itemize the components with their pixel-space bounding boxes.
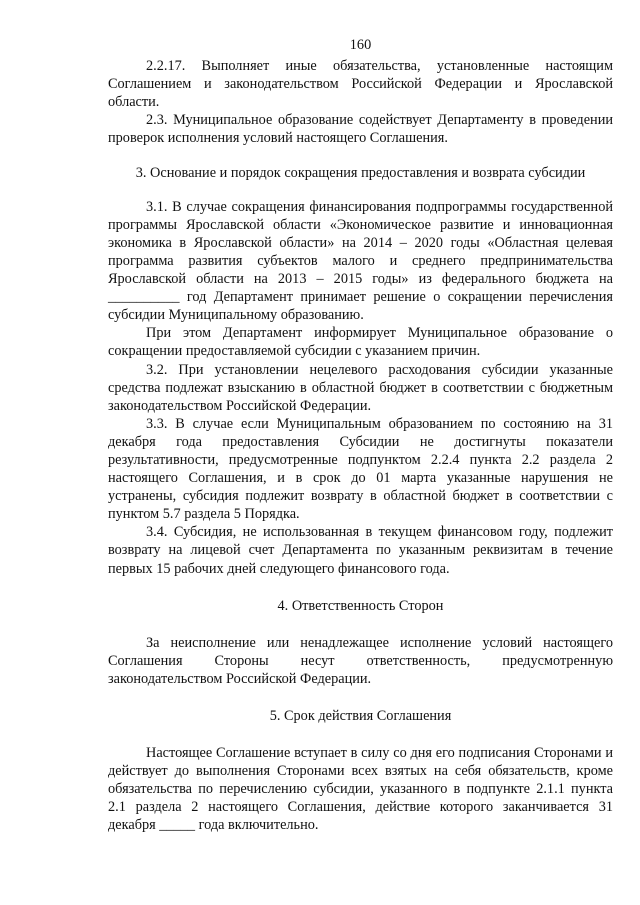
paragraph-4-1: За неисполнение или ненадлежащее исполнение условий настоящего Соглашения Стороны несут ответственность, предусмотренную законодательством Российской Федерации. [108, 634, 613, 687]
section-3-heading: 3. Основание и порядок сокращения предоставления и возврата субсидии [135, 164, 586, 181]
spacer [108, 725, 613, 744]
spacer [108, 615, 613, 634]
paragraph-3-1-notice: При этом Департамент информирует Муниципальное образование о сокращении предоставляемой субсидии с указанием причин. [108, 325, 613, 360]
paragraph-2-2-17: 2.2.17. Выполняет иные обязательства, установленные настоящим Соглашением и законодательством Российской Федерации и Ярославской области. [108, 58, 613, 111]
paragraph-2-3: 2.3. Муниципальное образование содействует Департаменту в проведении проверок исполнения условий настоящего Соглашения. [108, 112, 613, 147]
paragraph-3-3: 3.3. В случае если Муниципальным образованием по состоянию на 31 декабря года предоставления Субсидии не достигнуты показатели результативности, предусмотренные подпунктом 2.2.4 пункта 2.2 раздела 2 настоящего Соглашения, и в срок до 01 марта указанные нарушения не устранены, субсидия подлежит возврату в областной бюджет в соответствии с пунктом 5.7 раздела 5 Порядка. [108, 415, 613, 523]
spacer [108, 148, 613, 164]
paragraph-3-4: 3.4. Субсидия, не использованная в текущем финансовом году, подлежит возврату на лицевой счет Департамента по указанным реквизитам в течение первых 15 рабочих дней следующего финансового года. [108, 524, 613, 577]
spacer [108, 182, 613, 198]
paragraph-3-2: 3.2. При установлении нецелевого расходования субсидии указанные средства подлежат взысканию в областной бюджет в соответствии с бюджетным законодательством Российской Федерации. [108, 361, 613, 414]
section-5-heading: 5. Срок действия Соглашения [269, 708, 452, 724]
paragraph-5-1: Настоящее Соглашение вступает в силу со дня его подписания Сторонами и действует до выполнения Сторонами всех взятых на себя обязательств, кроме обязательства по перечислению субсидии, указанного в подпункте 2.1.1 пункта 2.1 раздела 2 настоящего Соглашения, действие которого заканчивается 31 декабря _____ года включительно. [108, 745, 613, 834]
spacer [108, 578, 613, 597]
section-4-heading: 4. Ответственность Сторон [277, 597, 444, 614]
page-number: 160 [349, 37, 372, 53]
paragraph-3-1: 3.1. В случае сокращения финансирования подпрограммы государственной программы Ярославской области «Экономическое развитие и инновационная экономика в Ярославской области» на 2014 – 2020 годы «Областная целевая программа развития субъектов малого и среднего предпринимательства Ярославской области на 2013 – 2015 годы» из федерального бюджета на __________ год Департамент принимает решение о сокращении перечисления субсидии Муниципальному образованию. [108, 198, 613, 324]
spacer [108, 688, 613, 707]
